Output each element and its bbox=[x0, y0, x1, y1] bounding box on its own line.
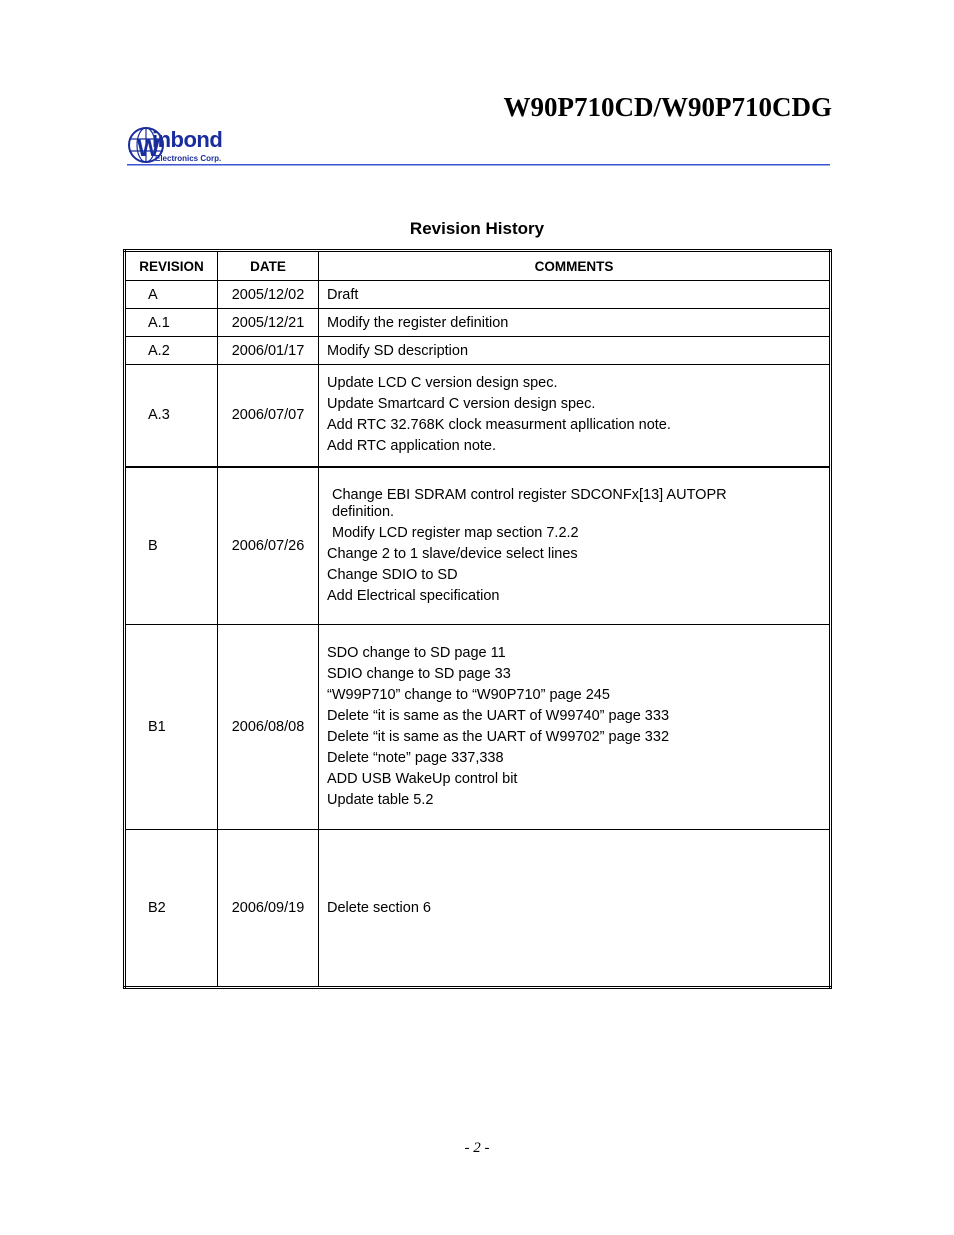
section-title: Revision History bbox=[409, 219, 545, 238]
comment-line: Draft bbox=[327, 286, 359, 303]
comment-line: Delete “it is same as the UART of W99740” page 333 bbox=[327, 708, 670, 724]
header-comments: COMMENTS bbox=[319, 251, 831, 281]
comment-line: “W99P710” change to “W90P710” page 245 bbox=[327, 687, 610, 703]
revision-cell: B1 bbox=[125, 625, 218, 830]
revision-cell: A bbox=[125, 281, 218, 309]
comment-line: Modify LCD register map section 7.2.2 bbox=[332, 524, 579, 541]
table-row bbox=[125, 309, 831, 337]
comment-line: Update LCD C version design spec. bbox=[327, 375, 558, 392]
comment-line: Update table 5.2 bbox=[327, 792, 434, 808]
comment-line: Add Electrical specification bbox=[327, 587, 500, 604]
table-row bbox=[125, 467, 831, 625]
comment-line: Modify SD description bbox=[327, 342, 469, 359]
comment-line: Change EBI SDRAM control register SDCONFx[13] AUTOPR definition. bbox=[332, 486, 727, 520]
comment-line: Delete section 6 bbox=[327, 900, 431, 916]
comments-cell bbox=[319, 365, 831, 467]
comments-cell bbox=[319, 467, 831, 625]
table-row bbox=[125, 337, 831, 365]
logo-letter: W bbox=[137, 135, 160, 162]
document-title: W90P710CD/W90P710CDG bbox=[503, 92, 832, 122]
date-cell: 2006/07/26 bbox=[218, 467, 319, 625]
revision-cell: A.2 bbox=[125, 337, 218, 365]
comment-line: Delete “note” page 337,338 bbox=[327, 750, 504, 766]
comment-line: Add RTC 32.768K clock measurment apllication note. bbox=[327, 417, 671, 434]
comments-cell bbox=[319, 281, 831, 309]
revision-cell: A.3 bbox=[125, 365, 218, 467]
comments-cell bbox=[319, 830, 831, 988]
table-header-row bbox=[125, 251, 831, 281]
header-date: DATE bbox=[218, 251, 319, 281]
revision-cell: B2 bbox=[125, 830, 218, 988]
header-rule bbox=[127, 164, 830, 166]
date-cell: 2006/01/17 bbox=[218, 337, 319, 365]
header-revision: REVISION bbox=[125, 251, 218, 281]
comments-cell bbox=[319, 337, 831, 365]
revision-cell: A.1 bbox=[125, 309, 218, 337]
page-number: - 2 - bbox=[464, 1140, 490, 1156]
table-row bbox=[125, 281, 831, 309]
comment-line: SDO change to SD page 11 bbox=[327, 645, 506, 661]
date-cell: 2006/08/08 bbox=[218, 625, 319, 830]
comment-line: ADD USB WakeUp control bit bbox=[327, 771, 518, 787]
comment-line: Change 2 to 1 slave/device select lines bbox=[327, 545, 578, 562]
revision-table bbox=[123, 249, 832, 989]
comments-cell bbox=[319, 309, 831, 337]
table-row bbox=[125, 365, 831, 467]
date-cell: 2005/12/21 bbox=[218, 309, 319, 337]
comments-cell bbox=[319, 625, 831, 830]
comment-line: Change SDIO to SD bbox=[327, 566, 458, 583]
date-cell: 2006/09/19 bbox=[218, 830, 319, 988]
table-row bbox=[125, 830, 831, 988]
date-cell: 2006/07/07 bbox=[218, 365, 319, 467]
logo-text: inbond bbox=[152, 127, 223, 152]
comment-line: Add RTC application note. bbox=[327, 438, 497, 455]
logo-subtitle: Electronics Corp. bbox=[155, 154, 222, 163]
comment-line: SDIO change to SD page 33 bbox=[327, 666, 511, 682]
date-cell: 2005/12/02 bbox=[218, 281, 319, 309]
comment-line: Modify the register definition bbox=[327, 314, 509, 331]
table-row bbox=[125, 625, 831, 830]
comment-line: Delete “it is same as the UART of W99702” page 332 bbox=[327, 729, 670, 745]
comment-line: Update Smartcard C version design spec. bbox=[327, 396, 596, 413]
revision-cell: B bbox=[125, 467, 218, 625]
